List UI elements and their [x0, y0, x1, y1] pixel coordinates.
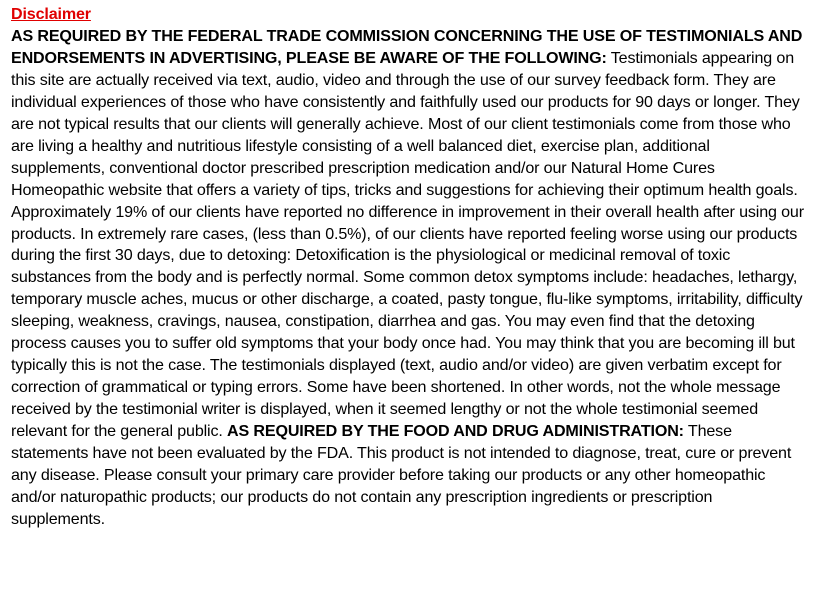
- disclaimer-body: [11, 26, 807, 531]
- fda-heading: AS REQUIRED BY THE FOOD AND DRUG ADMINISTRATION:: [227, 422, 684, 441]
- ftc-text: Testimonials appearing on this site are actually received via text, audio, video and through the use of our survey feedback form. They are individual experiences of those who have consistently and faithfully used our products for 90 days or longer. They are not typical results that our clients will generally achieve. Most of our client testimonials come from those who are living a healthy and nutritious lifestyle consisting of a well balanced diet, exercise plan, additional supplements, conventional doctor prescribed prescription medication and/or our Natural Home Cures Homeopathic website that offers a variety of tips, tricks and suggestions for achieving their optimum health goals. Approximately 19% of our clients have reported no difference in improvement in their overall health after using our products. In extremely rare cases, (less than 0.5%), of our clients have reported feeling worse using our products during the first 30 days, due to detoxing: Detoxification is the physiological or medicinal removal of toxic substances from the body and is perfectly normal. Some common detox symptoms include: headaches, lethargy, temporary muscle aches, mucus or other discharge, a coated, pasty tongue, flu-like symptoms, irritability, difficulty sleeping, weakness, cravings, nausea, constipation, diarrhea and gas. You may even find that the detoxing process causes you to suffer old symptoms that your body once had. You may think that you are becoming ill but typically this is not the case. The testimonials displayed (text, audio and/or video) are given verbatim except for correction of grammatical or typing errors. Some have been shortened. In other words, not the whole message received by the testimonial writer is displayed, when it seemed lengthy or not the whole testimonial seemed relevant for the general public.: [11, 48, 804, 441]
- fda-text: These statements have not been evaluated by the FDA. This product is not intended to diagnose, treat, cure or prevent any disease. Please consult your primary care provider before taking our products or any other homeopathic and/or naturopathic products; our products do not contain any prescription ingredients or prescription supplements.: [11, 422, 792, 528]
- disclaimer-heading: Disclaimer: [11, 5, 91, 23]
- ftc-heading: AS REQUIRED BY THE FEDERAL TRADE COMMISSION CONCERNING THE USE OF TESTIMONIALS AND ENDORSEMENTS IN ADVERTISING, PLEASE BE AWARE OF THE FOLLOWING:: [11, 26, 803, 67]
